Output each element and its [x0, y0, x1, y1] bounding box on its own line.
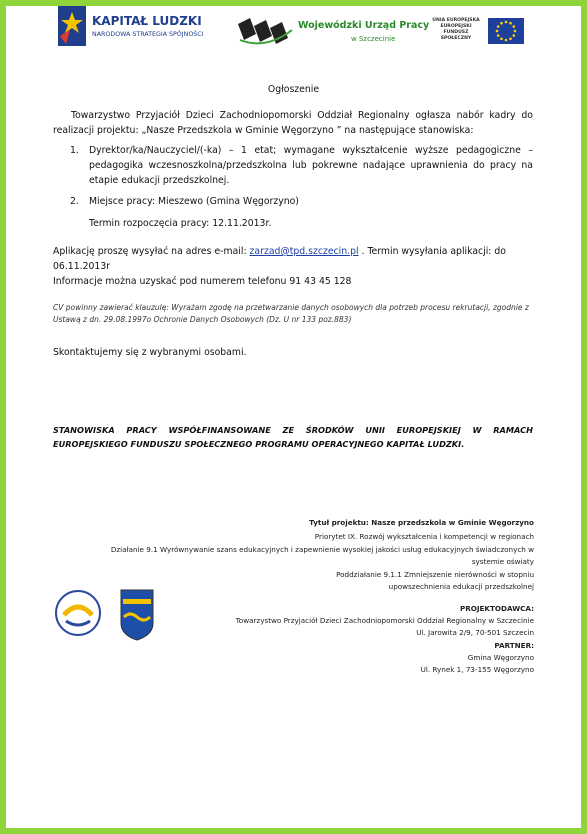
- partner-name: Gmina Węgorzyno: [467, 653, 534, 662]
- eu-flag-icon: [488, 18, 524, 44]
- tpd-logo: [54, 589, 102, 637]
- submeasure-line-2: upowszechnienia edukacji przedszkolnej: [388, 582, 534, 591]
- partner-address: Ul. Rynek 1, 73-155 Węgorzyno: [420, 665, 534, 674]
- kapital-ludzki-logo: [58, 6, 208, 52]
- kapital-ludzki-emblem: [58, 6, 86, 46]
- measure-line: Działanie 9.1 Wyrównywanie szans edukacyjnych i zapewnienie wysokiej jakości usług edukacyjnych świadczonych w: [110, 545, 534, 554]
- intro-paragraph: Towarzystwo Przyjaciół Dzieci Zachodniopomorski Oddział Regionalny ogłasza nabór kadry do realizacji projektu: „Nasze Przedszkola w Gminie Węgorzyno ” na następujące stanowiska:: [53, 110, 533, 136]
- promoter-label: PROJEKTODAWCA:: [459, 604, 534, 613]
- wup-subtitle: w Szczecinie: [351, 35, 396, 43]
- apply-prefix: Aplikację proszę wysyłać na adres e-mail:: [53, 246, 250, 257]
- eu-line-1: UNIA EUROPEJSKA: [432, 18, 480, 23]
- wup-emblem: [236, 16, 294, 46]
- eu-line-3: FUNDUSZ SPOŁECZNY: [440, 30, 472, 41]
- cv-clause: CV powinny zawierać klauzulę: Wyrażam zgodę na przetwarzanie danych osobowych dla potrzeb procesu rekrutacji, zgodnie z Ustawą z dn. 29.08.1997o Ochronie Danych Osobowych (Dz. U nr 133 poz.883): [53, 303, 529, 324]
- partner-label: PARTNER:: [494, 641, 534, 650]
- eu-text: [428, 18, 484, 42]
- wup-title: Wojewódzki Urząd Pracy: [298, 20, 430, 31]
- promoter-address: Ul. Jarowita 2/9, 70-501 Szczecin: [416, 628, 534, 637]
- project-title: [309, 517, 534, 529]
- kl-title: KAPITAŁ LUDZKI: [92, 14, 202, 28]
- list-item: Dyrektor/ka/Nauczyciel/(-ka) – 1 etat; wymagane wykształcenie wyższe pedagogiczne – pedagogika wczesnoszkolna/przedszkolna lub pokrewne nadające uprawnienia do pracy na etapie edukacji przedszkolnej.: [89, 145, 533, 186]
- contact-note: Skontaktujemy się z wybranymi osobami.: [53, 347, 247, 358]
- list-item-number: 2.: [70, 196, 79, 207]
- phone-info: Informacje można uzyskać pod numerem telefonu 91 43 45 128: [53, 276, 352, 287]
- wup-logo: [236, 14, 430, 50]
- wegorzyno-coat-of-arms: [120, 589, 154, 641]
- submeasure-line: Poddziałanie 9.1.1 Zmniejszenie nierówności w stopniu: [336, 570, 534, 579]
- list-item: Miejsce pracy: Mieszewo (Gmina Węgorzyno): [89, 196, 299, 207]
- project-title-text: Tytuł projektu: Nasze przedszkola w Gminie Węgorzyno: [309, 518, 534, 527]
- cofinance-statement: STANOWISKA PRACY WSPÓŁFINANSOWANE ZE ŚRODKÓW UNII EUROPEJSKIEJ W RAMACH EUROPEJSKIEGO FUNDUSZU SPOŁECZNEGO PROGRAMU OPERACYJNEGO KAPITAŁ LUDZKI.: [53, 425, 533, 449]
- eu-efs-logo: [428, 16, 528, 50]
- eu-line-2: EUROPEJSKI: [440, 24, 472, 29]
- email-link[interactable]: zarzad@tpd.szczecin.pl: [249, 246, 359, 257]
- page-title: Ogłoszenie: [267, 84, 320, 95]
- kl-subtitle: NARODOWA STRATEGIA SPÓJNOŚCI: [92, 31, 204, 38]
- start-date: Termin rozpoczęcia pracy: 12.11.2013r.: [89, 218, 272, 229]
- measure-line-2: systemie oświaty: [471, 557, 534, 566]
- list-item-number: 1.: [70, 145, 79, 156]
- promoter-name: Towarzystwo Przyjaciół Dzieci Zachodniopomorski Oddział Regionalny w Szczecinie: [235, 616, 534, 625]
- application-info: [53, 244, 533, 289]
- priority-line: Priorytet IX. Rozwój wykształcenia i kompetencji w regionach: [314, 532, 534, 541]
- apply-suffix: . Termin wysyłania aplikacji: do 06.11.2013r: [53, 246, 506, 272]
